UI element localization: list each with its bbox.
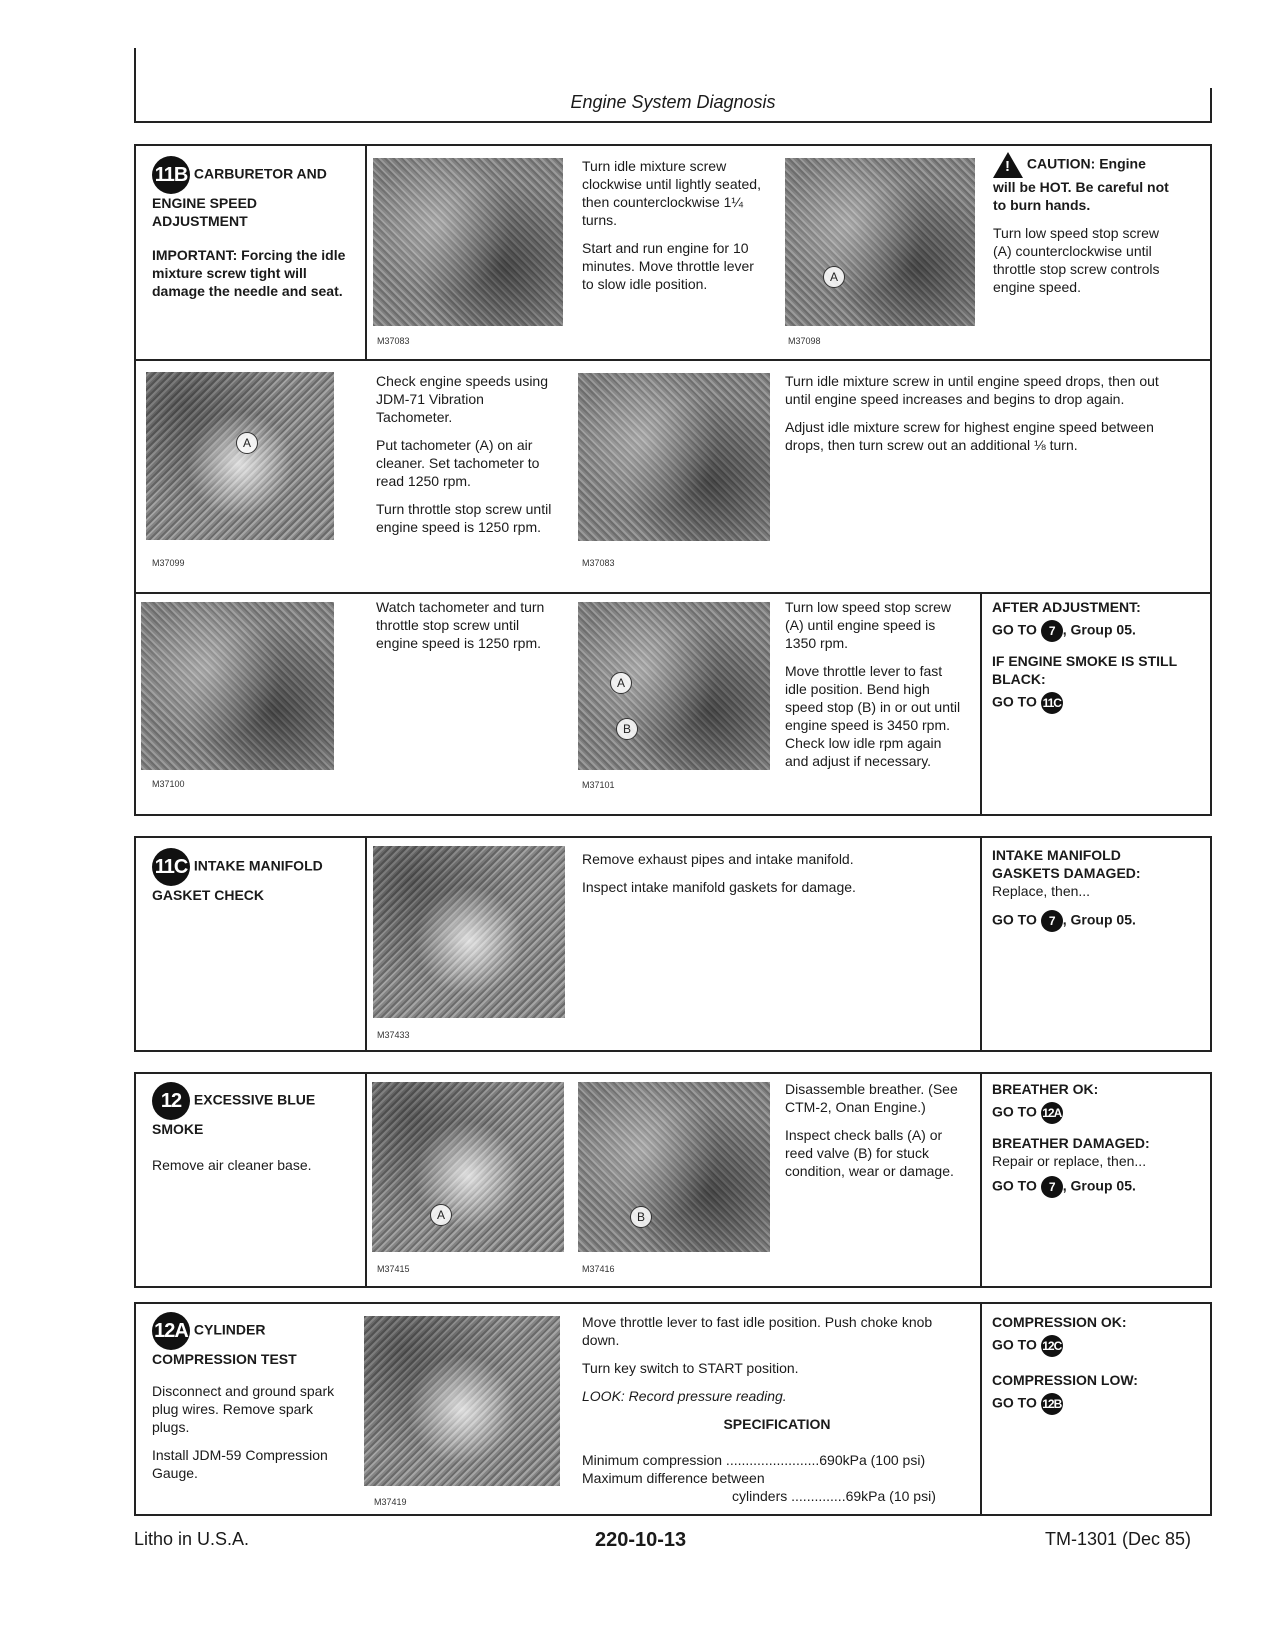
photo-carburetor [373, 158, 563, 326]
header-rule-bottom [134, 121, 1212, 123]
step-badge-11c: 11C [152, 848, 190, 886]
result-note: Replace, then... [992, 883, 1091, 899]
photo-idle-mixture-screw [578, 373, 770, 541]
step-title-cell [152, 1312, 352, 1492]
instruction-line: Turn throttle stop screw until engine speed is 1250 rpm. [376, 501, 552, 535]
spec-line: cylinders ..............69kPa (10 psi) [732, 1488, 936, 1504]
goto-label: GO TO [992, 1394, 1037, 1411]
result-label: AFTER ADJUSTMENT: [992, 599, 1141, 615]
goto-badge-7[interactable]: 7 [1041, 620, 1063, 642]
goto-label: GO TO [992, 1103, 1037, 1120]
footer-right: TM-1301 (Dec 85) [1045, 1529, 1192, 1549]
goto-label: GO TO [992, 1177, 1037, 1194]
callout-b: B [616, 718, 638, 740]
photo-tachometer [146, 372, 334, 540]
divider [365, 836, 367, 1052]
photo-intake-manifold [373, 846, 565, 1018]
result-label: COMPRESSION OK: [992, 1314, 1127, 1330]
goto-label: GO TO [992, 911, 1037, 928]
divider [980, 836, 982, 1052]
step-title-cell [152, 1082, 352, 1184]
result-label: IF ENGINE SMOKE IS STILL BLACK: [992, 653, 1177, 687]
photo-low-speed-stop [785, 158, 975, 326]
step-title-cell [152, 848, 352, 904]
instruction-text [785, 372, 1175, 464]
instruction-line: Remove exhaust pipes and intake manifold. [582, 851, 854, 867]
goto-label: GO TO [992, 621, 1037, 638]
figure-number: M37101 [582, 780, 615, 790]
instruction-line: Inspect check balls (A) or reed valve (B) for stuck condition, wear or damage. [785, 1127, 954, 1179]
important-note: IMPORTANT: Forcing the idle mixture screw tight will damage the needle and seat. [152, 247, 346, 299]
instruction-line: Put tachometer (A) on air cleaner. Set tachometer to read 1250 rpm. [376, 437, 540, 489]
result-label: COMPRESSION LOW: [992, 1372, 1138, 1388]
photo-throttle-stop [141, 602, 334, 770]
result-label: BREATHER DAMAGED: [992, 1135, 1150, 1151]
step-title: CARBURETOR AND ENGINE SPEED ADJUSTMENT [152, 165, 327, 229]
photo-reed-valve [578, 1082, 770, 1252]
instruction-line: Turn key switch to START position. [582, 1360, 799, 1376]
figure-number: M37099 [152, 558, 185, 568]
goto-label: GO TO [992, 693, 1037, 710]
instruction-line: Start and run engine for 10 minutes. Move throttle lever to slow idle position. [582, 240, 754, 292]
step-title: EXCESSIVE BLUE SMOKE [152, 1091, 316, 1137]
instruction-line: Adjust idle mixture screw for highest engine speed between drops, then turn screw out an additional ⅛ turn. [785, 419, 1154, 453]
instruction-line: LOOK: Record pressure reading. [582, 1388, 787, 1404]
figure-number: M37083 [582, 558, 615, 568]
divider [365, 1072, 367, 1288]
instruction-line: Move throttle lever to fast idle position. Push choke knob down. [582, 1314, 933, 1348]
instruction-text [785, 1080, 967, 1190]
step-badge-12a: 12A [152, 1312, 190, 1350]
goto-badge-12c[interactable]: 12C [1041, 1335, 1063, 1357]
photo-breather [372, 1082, 564, 1252]
warning-icon: ! [993, 152, 1023, 178]
figure-number: M37100 [152, 779, 185, 789]
caution-text: CAUTION: Engine will be HOT. Be careful not to burn hands. [993, 155, 1169, 213]
divider [980, 1302, 982, 1516]
footer-left: Litho in U.S.A. [134, 1529, 250, 1549]
figure-number: M37098 [788, 336, 821, 346]
callout-a: A [236, 432, 258, 454]
divider [980, 592, 982, 816]
instruction-text [582, 1313, 972, 1505]
instruction-line: Turn idle mixture screw in until engine speed drops, then out until engine speed increases and begins to drop again. [785, 373, 1159, 407]
goto-badge-7[interactable]: 7 [1041, 910, 1063, 932]
step-title: INTAKE MANIFOLD GASKET CHECK [152, 857, 323, 903]
goto-group: , Group 05. [1062, 1177, 1136, 1194]
page-number: 220-10-13 [595, 1529, 687, 1551]
figure-number: M37433 [377, 1030, 410, 1040]
step-title-cell [152, 156, 352, 310]
result-note: Repair or replace, then... [992, 1153, 1147, 1169]
spec-line: Minimum compression ........................690kPa (100 psi) [582, 1452, 926, 1468]
instruction-text [582, 850, 962, 906]
callout-a: A [430, 1204, 452, 1226]
divider [134, 592, 1212, 594]
specification-title: SPECIFICATION [723, 1416, 831, 1432]
divider [365, 144, 367, 360]
result-cell [992, 598, 1192, 724]
divider [134, 359, 1212, 361]
instruction-line: Turn low speed stop screw (A) until engine speed is 1350 rpm. [785, 599, 951, 651]
goto-label: GO TO [992, 1336, 1037, 1353]
instruction-line: Check engine speeds using JDM-71 Vibration Tachometer. [376, 373, 549, 425]
result-label: INTAKE MANIFOLD GASKETS DAMAGED: [992, 847, 1141, 881]
figure-number: M37419 [374, 1497, 407, 1507]
goto-group: , Group 05. [1062, 911, 1136, 928]
figure-number: M37083 [377, 336, 410, 346]
instruction-line: Inspect intake manifold gaskets for damage. [582, 879, 856, 895]
divider [980, 1072, 982, 1288]
photo-speed-stops [578, 602, 770, 770]
result-cell [992, 1080, 1192, 1208]
goto-badge-11c[interactable]: 11C [1041, 692, 1063, 714]
instruction-line: Remove air cleaner base. [152, 1157, 312, 1173]
callout-a: A [823, 266, 845, 288]
result-cell [992, 846, 1192, 942]
callout-b: B [630, 1206, 652, 1228]
instruction-text [785, 598, 967, 780]
goto-group: , Group 05. [1062, 621, 1136, 638]
instruction-text [376, 372, 561, 546]
goto-badge-12a[interactable]: 12A [1041, 1102, 1063, 1124]
result-label: BREATHER OK: [992, 1081, 1099, 1097]
instruction-line: Disassemble breather. (See CTM-2, Onan Engine.) [785, 1081, 958, 1115]
goto-badge-12b[interactable]: 12B [1041, 1393, 1063, 1415]
instruction-line: Turn low speed stop screw (A) counterclockwise until throttle stop screw controls engine speed. [993, 225, 1160, 295]
figure-number: M37415 [377, 1264, 410, 1274]
instruction-line: Move throttle lever to fast idle position. Bend high speed stop (B) in or out until engine speed is 3450 rpm. Check low idle rpm again and adjust if necessary. [785, 663, 961, 769]
goto-badge-7[interactable]: 7 [1041, 1176, 1063, 1198]
page-title: Engine System Diagnosis [570, 92, 776, 112]
photo-compression-gauge [364, 1316, 560, 1486]
figure-number: M37416 [582, 1264, 615, 1274]
callout-a: A [610, 672, 632, 694]
spec-line: Maximum difference between [582, 1470, 765, 1486]
instruction-line: Disconnect and ground spark plug wires. Remove spark plugs. [152, 1383, 335, 1435]
step-badge-12: 12 [152, 1082, 190, 1120]
instruction-line: Watch tachometer and turn throttle stop screw until engine speed is 1250 rpm. [376, 599, 545, 651]
instruction-line: Install JDM-59 Compression Gauge. [152, 1447, 328, 1481]
step-badge-11b: 11B [152, 156, 190, 194]
instruction-text [376, 598, 561, 662]
step-title: CYLINDER COMPRESSION TEST [152, 1321, 297, 1367]
instruction-text [582, 157, 767, 303]
caution-cell [993, 152, 1171, 306]
result-cell [992, 1313, 1192, 1425]
instruction-line: Turn idle mixture screw clockwise until lightly seated, then counterclockwise 1¼ turns. [582, 158, 761, 228]
